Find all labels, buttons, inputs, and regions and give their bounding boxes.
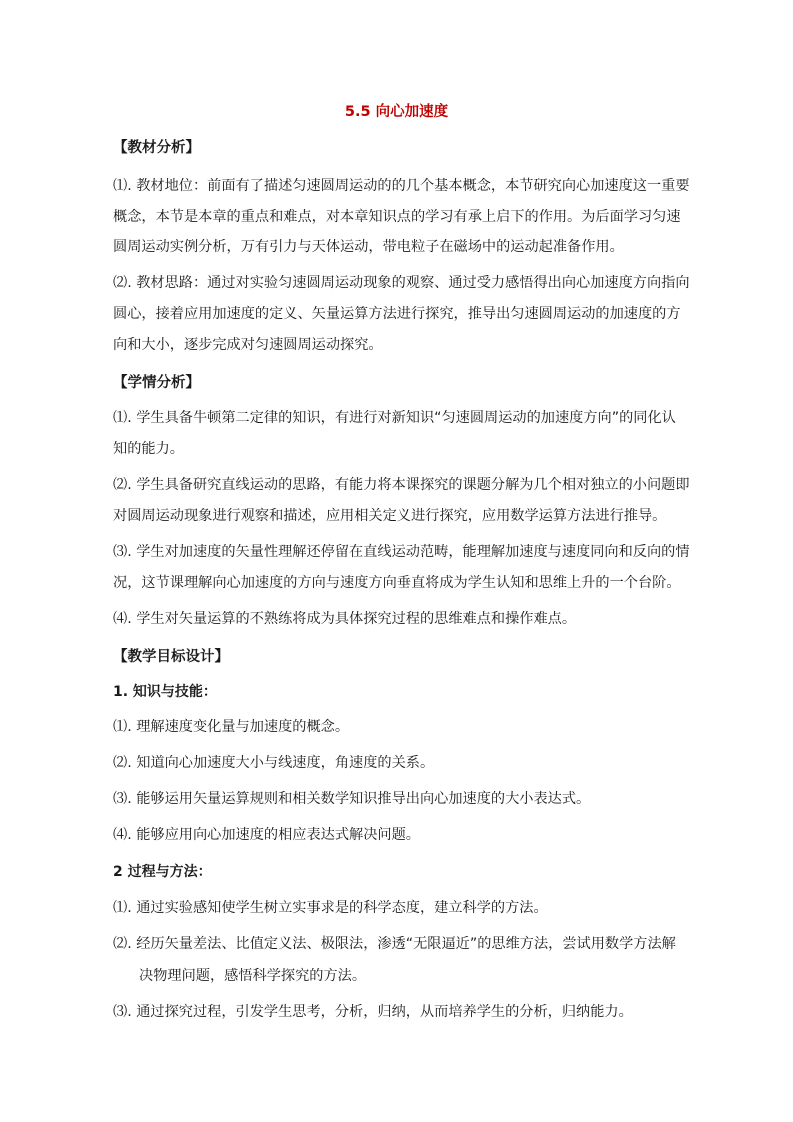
paragraph-line: ⑷. 学生对矢量运算的不熟练将成为具体探究过程的思维难点和操作难点。 <box>113 611 577 627</box>
section-heading-learner-analysis: 【学情分析】 <box>113 375 200 391</box>
list-item: ⑵. 经历矢量差法、比值定义法、极限法，渗透“无限逼近”的思维方法，尝试用数学方法解 <box>113 936 676 952</box>
list-item: ⑷. 能够应用向心加速度的相应表达式解决问题。 <box>113 827 420 843</box>
paragraph-line: 向和大小，逐步完成对匀速圆周运动探究。 <box>113 337 383 353</box>
section-heading-textbook-analysis: 【教材分析】 <box>113 140 200 156</box>
paragraph-line: ⑶. 学生对加速度的矢量性理解还停留在直线运动范畴，能理解加速度与速度同向和反向的情 <box>113 544 690 560</box>
list-item: ⑶. 能够运用矢量运算规则和相关数学知识推导出向心加速度的大小表达式。 <box>113 791 591 807</box>
paragraph-line: 知的能力。 <box>113 441 184 457</box>
paragraph-line: 况，这节课理解向心加速度的方向与速度方向垂直将成为学生认知和思维上升的一个台阶。 <box>113 575 681 591</box>
paragraph-line: ⑴. 学生具备牛顿第二定律的知识，有进行对新知识“匀速圆周运动的加速度方向”的同化认 <box>113 410 676 426</box>
paragraph-line: ⑵. 学生具备研究直线运动的思路，有能力将本课探究的课题分解为几个相对独立的小问题即 <box>113 477 690 493</box>
list-item: ⑴. 通过实验感知使学生树立实事求是的科学态度，建立科学的方法。 <box>113 900 548 916</box>
list-item: ⑶. 通过探究过程，引发学生思考，分析，归纳，从而培养学生的分析，归纳能力。 <box>113 1004 633 1020</box>
list-item: ⑵. 知道向心加速度大小与线速度，角速度的关系。 <box>113 755 435 771</box>
paragraph-line: 概念，本节是本章的重点和难点，对本章知识点的学习有承上启下的作用。为后面学习匀速 <box>113 209 681 225</box>
paragraph-line: ⑴. 教材地位：前面有了描述匀速圆周运动的的几个基本概念，本节研究向心加速度这一重要 <box>113 178 690 194</box>
page-title: 5.5 向心加速度 <box>344 104 449 120</box>
list-item-continuation: 决物理问题，感悟科学探究的方法。 <box>139 968 367 984</box>
paragraph-line: 对圆周运动现象进行观察和描述，应用相关定义进行探究，应用数学运算方法进行推导。 <box>113 508 667 524</box>
subsection-heading-knowledge: 1. 知识与技能： <box>113 684 217 700</box>
paragraph-line: 圆周运动实例分析，万有引力与天体运动，带电粒子在磁场中的运动起准备作用。 <box>113 239 624 255</box>
subsection-heading-process: 2 过程与方法： <box>113 864 212 880</box>
paragraph-line: ⑵. 教材思路：通过对实验匀速圆周运动现象的观察、通过受力感悟得出向心加速度方向指向 <box>113 275 690 291</box>
paragraph-line: 圆心，接着应用加速度的定义、矢量运算方法进行探究，推导出匀速圆周运动的加速度的方 <box>113 306 681 322</box>
section-heading-objectives: 【教学目标设计】 <box>113 649 229 665</box>
list-item: ⑴. 理解速度变化量与加速度的概念。 <box>113 719 350 735</box>
